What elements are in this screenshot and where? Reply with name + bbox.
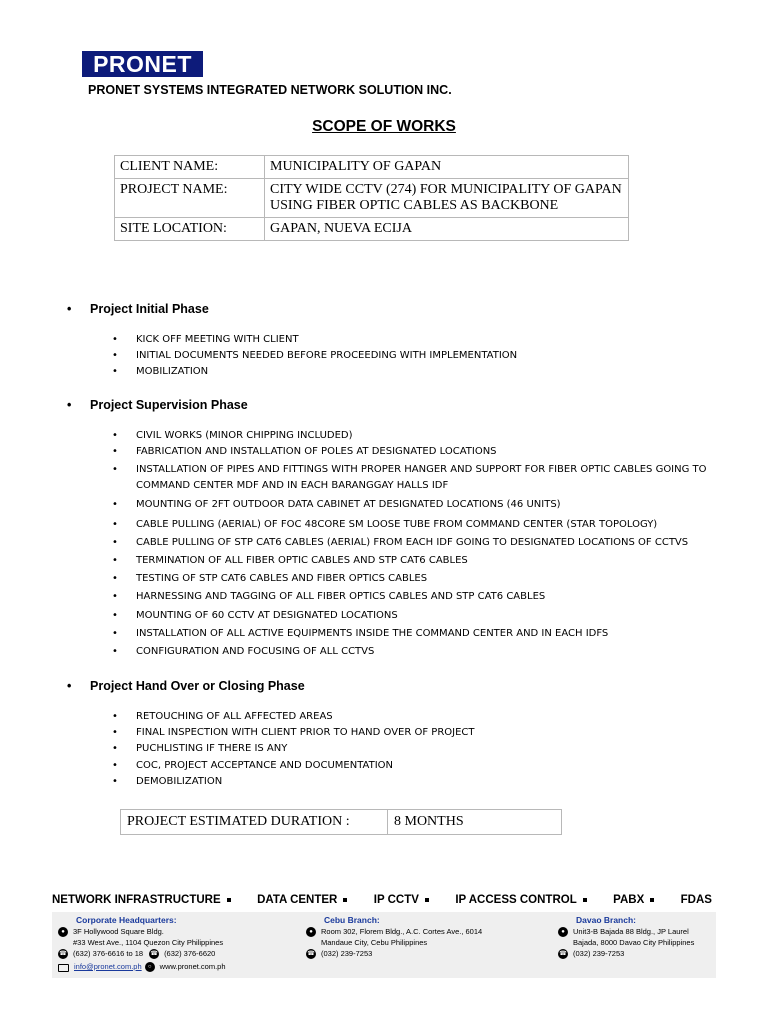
list-item: • CABLE PULLING OF STP CAT6 CABLES (AERIAL) FROM EACH IDF GOING TO DESIGNATED LOCATIONS OF CCTVS [110, 534, 730, 552]
branch-name: Cebu Branch: [324, 915, 380, 925]
services-bar [52, 894, 712, 906]
list-item: • FINAL INSPECTION WITH CLIENT PRIOR TO HAND OVER OF PROJECT [110, 725, 730, 741]
address-line: Bajada, 8000 Davao City Philippines [573, 938, 695, 947]
table-row [121, 810, 562, 835]
project-name-value: CITY WIDE CCTV (274) FOR MUNICIPALITY OF GAPAN USING FIBER OPTIC CABLES AS BACKBONE [265, 179, 629, 218]
service-item: FDAS [680, 894, 712, 906]
phase-heading-initial [67, 302, 209, 316]
email-icon [58, 964, 69, 972]
phone-icon: ☎ [559, 951, 567, 957]
phase-initial-list [110, 332, 730, 381]
phase-title: Project Supervision Phase [90, 398, 248, 412]
branch-name: Corporate Headquarters: [76, 915, 177, 925]
bullet-icon: • [67, 398, 72, 412]
cebu-contact [306, 915, 526, 959]
client-name-label: CLIENT NAME: [115, 156, 265, 179]
phase-heading-supervision [67, 398, 248, 412]
table-row [115, 179, 629, 218]
company-name: PRONET SYSTEMS INTEGRATED NETWORK SOLUTION INC. [88, 83, 452, 97]
globe-icon: ○ [145, 962, 155, 972]
list-item: • KICK OFF MEETING WITH CLIENT [110, 332, 730, 348]
address-line: Room 302, Florem Bldg., A.C. Cortes Ave., 6014 [321, 927, 483, 936]
page-title: SCOPE OF WORKS [312, 118, 456, 135]
project-info-table [114, 155, 629, 241]
duration-label: PROJECT ESTIMATED DURATION : [121, 810, 388, 835]
list-item: • PUCHLISTING IF THERE IS ANY [110, 741, 730, 757]
phase-title: Project Hand Over or Closing Phase [90, 679, 305, 693]
footer-contacts [52, 912, 716, 978]
table-row [115, 156, 629, 179]
phone-number: (032) 239-7253 [321, 949, 373, 958]
list-item: • INSTALLATION OF ALL ACTIVE EQUIPMENTS INSIDE THE COMMAND CENTER AND IN EACH IDFS [110, 625, 730, 643]
service-item: IP CCTV [374, 894, 429, 906]
location-pin-icon: ● [558, 927, 568, 937]
list-item: • RETOUCHING OF ALL AFFECTED AREAS [110, 709, 730, 725]
list-item: • COC, PROJECT ACCEPTANCE AND DOCUMENTATION [110, 758, 730, 774]
list-item: • MOUNTING OF 60 CCTV AT DESIGNATED LOCATIONS [110, 607, 730, 625]
duration-table [120, 809, 562, 835]
site-location-value: GAPAN, NUEVA ECIJA [265, 218, 629, 241]
phase-heading-closing [67, 679, 305, 693]
address-line: Mandaue City, Cebu Philippines [321, 938, 428, 947]
hq-contact [58, 915, 298, 972]
phone-number: (032) 239-7253 [573, 949, 625, 958]
list-item: • MOBILIZATION [110, 364, 730, 380]
list-item: • TERMINATION OF ALL FIBER OPTIC CABLES AND STP CAT6 CABLES [110, 552, 730, 570]
address-line: 3F Hollywood Square Bldg. [73, 927, 164, 936]
project-name-label: PROJECT NAME: [115, 179, 265, 218]
list-item: • FABRICATION AND INSTALLATION OF POLES AT DESIGNATED LOCATIONS [110, 444, 730, 460]
square-bullet-icon [583, 898, 587, 902]
email-link[interactable]: info@pronet.com.ph [74, 962, 142, 971]
location-pin-icon: ● [58, 927, 68, 937]
square-bullet-icon [227, 898, 231, 902]
phase-title: Project Initial Phase [90, 302, 209, 316]
davao-contact [558, 915, 714, 959]
list-item: • DEMOBILIZATION [110, 774, 730, 790]
list-item: • CIVIL WORKS (MINOR CHIPPING INCLUDED) [110, 428, 730, 444]
list-item: • INSTALLATION OF PIPES AND FITTINGS WITH PROPER HANGER AND SUPPORT FOR FIBER OPTIC CABLES GOING TO COMMAND CENTER MDF AND IN EACH BARANGGAY HALLS IDF [110, 462, 730, 494]
square-bullet-icon [343, 898, 347, 902]
service-item: NETWORK INFRASTRUCTURE [52, 894, 231, 906]
table-row [115, 218, 629, 241]
list-item: • MOUNTING OF 2FT OUTDOOR DATA CABINET AT DESIGNATED LOCATIONS (46 UNITS) [110, 496, 730, 514]
phase-closing-list [110, 709, 730, 790]
location-pin-icon: ● [306, 927, 316, 937]
phone-icon: ☎ [59, 951, 67, 957]
address-line: #33 West Ave., 1104 Quezon City Philippines [73, 938, 224, 947]
square-bullet-icon [650, 898, 654, 902]
service-item: PABX [613, 894, 654, 906]
square-bullet-icon [425, 898, 429, 902]
service-item: IP ACCESS CONTROL [455, 894, 586, 906]
bullet-icon: • [67, 302, 72, 316]
list-item: • TESTING OF STP CAT6 CABLES AND FIBER OPTICS CABLES [110, 570, 730, 588]
fax-number: (632) 376-6620 [164, 949, 216, 958]
phone-icon: ☎ [307, 951, 315, 957]
fax-icon: ☎ [150, 951, 158, 957]
branch-name: Davao Branch: [576, 915, 636, 925]
company-logo: PRONET [82, 51, 203, 77]
list-item: • HARNESSING AND TAGGING OF ALL FIBER OPTICS CABLES AND STP CAT6 CABLES [110, 588, 730, 606]
list-item: • CABLE PULLING (AERIAL) OF FOC 48CORE SM LOOSE TUBE FROM COMMAND CENTER (STAR TOPOLOGY) [110, 516, 730, 534]
phase-supervision-list [110, 428, 730, 661]
address-line: Unit3-B Bajada 88 Bldg., JP Laurel [573, 927, 689, 936]
duration-value: 8 MONTHS [388, 810, 562, 835]
client-name-value: MUNICIPALITY OF GAPAN [265, 156, 629, 179]
site-location-label: SITE LOCATION: [115, 218, 265, 241]
list-item: • INITIAL DOCUMENTS NEEDED BEFORE PROCEEDING WITH IMPLEMENTATION [110, 348, 730, 364]
bullet-icon: • [67, 679, 72, 693]
phone-number: (632) 376-6616 to 18 [73, 949, 144, 958]
website-link[interactable]: www.pronet.com.ph [159, 962, 226, 971]
list-item: • CONFIGURATION AND FOCUSING OF ALL CCTVS [110, 643, 730, 661]
service-item: DATA CENTER [257, 894, 347, 906]
